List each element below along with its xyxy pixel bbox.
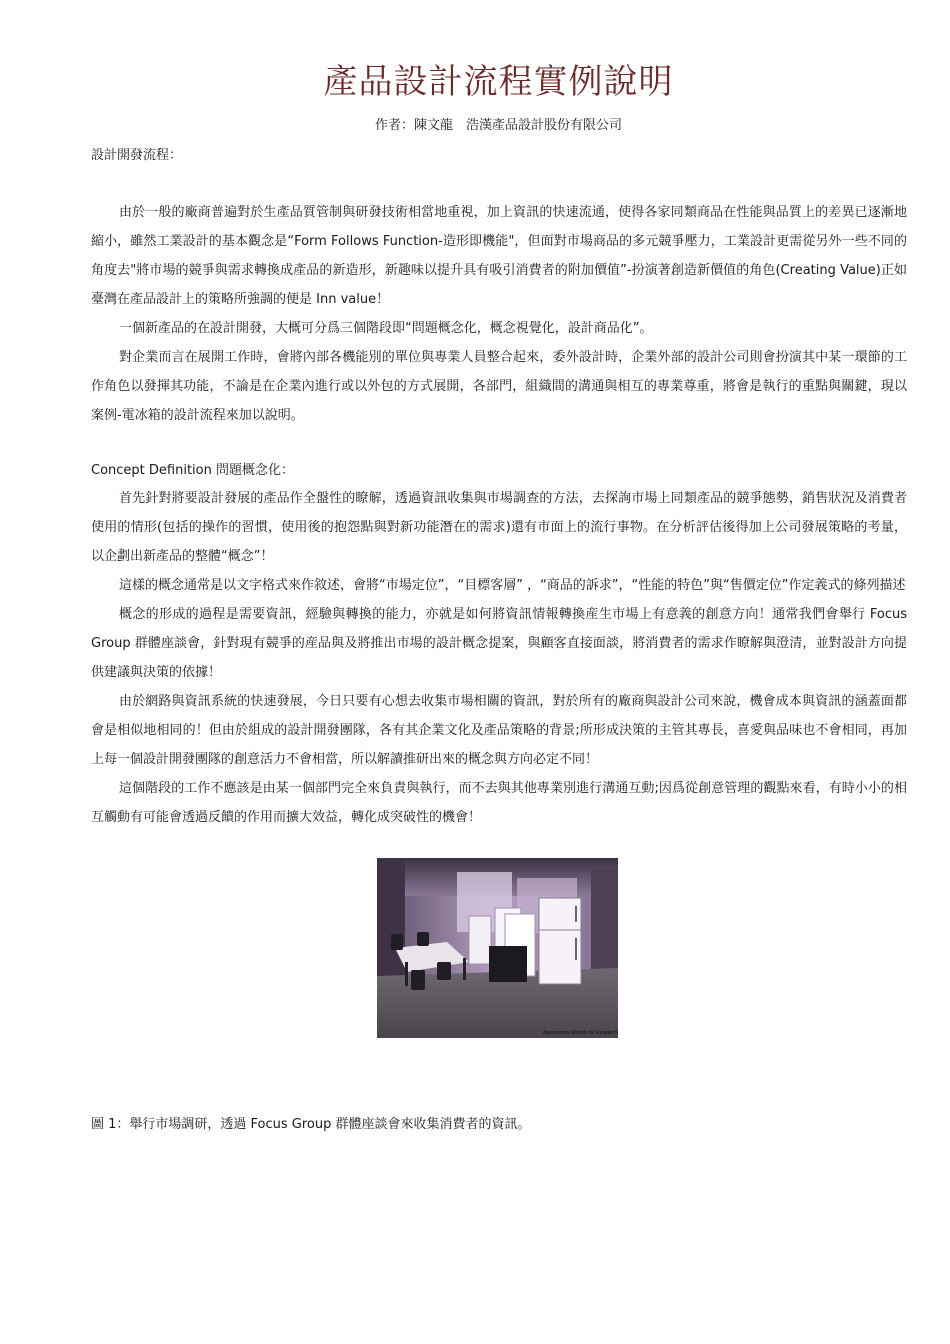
section-label-concept-definition: Concept Definition 問題概念化： [91,463,294,478]
paragraph: 一個新產品的在設計開發，大概可分爲三個階段即“問題概念化，概念視覺化，設計商品化”。 [119,321,653,336]
paragraph: 對企業而言在展開工作時，會將內部各機能別的單位與專業人員整合起來，委外設計時，企業外部的設計公司則會扮演其中某一環節的工作角色以發揮其功能，不論是在企業內進行或以外包的方式展開，各部門，組織間的溝通與相互的專業尊重，將會是執行的重點與關鍵，現以案例-電冰箱的設計流程來加以說明。 [91,350,907,423]
paragraph: 由於網路與資訊系統的快速發展，今日只要有心想去收集市場相關的資訊，對於所有的廠商與設計公司來說，機會成本與資訊的涵蓋面都會是相似地相同的！但由於組成的設計開發團隊，各有其企業文化及產品策略的背景;所形成決策的主管其專長，喜愛與品味也不會相同，再加上每一個設計開發團隊的創意活力不會相當，所以解讀推研出來的概念與方向必定不同！ [91,694,907,767]
intro-section [91,198,907,430]
paragraph: 首先針對將要設計發展的產品作全盤性的瞭解，透過資訊收集與市場調查的方法，去探詢市場上同類產品的競爭態勢，銷售狀況及消費者使用的情形(包括的操作的習慣，使用後的抱怨點與對新功能潛在的需求)還有市面上的流行事物。在分析評估後得加上公司發展策略的考量，以企劃出新產品的整體“概念”！ [91,491,907,564]
paragraph: 概念的形成的過程是需要資訊，經驗與轉換的能力，亦就是如何將資訊情報轉換産生市場上有意義的創意方向！通常我們會舉行 Focus Group 群體座談會，針對現有競爭的産品與及將推出市場的設計概念提案，與顧客直接面談，將消費者的需求作瞭解與澄清，並對設計方向提供建議與決策的依據！ [91,607,907,680]
paragraph: 這個階段的工作不應該是由某一個部門完全來負責與執行，而不去與其他專業別進行溝通互動;因爲從創意管理的觀點來看，有時小小的相互觸動有可能會透過反饋的作用而擴大效益，轉化成突破性的機會！ [91,781,907,825]
author-line: 作者：陳文龍 浩漢產品設計股份有限公司 [374,118,622,133]
concept-section [91,484,907,832]
paragraph: 由於一般的廠商普遍對於生產品質管制與研發技術相當地重視，加上資訊的快速流通，使得各家同類商品在性能與品質上的差異已逐漸地縮小，雖然工業設計的基本觀念是“Form Follows Function-造形即機能"，但面對市場商品的多元競爭壓力，工業設計更需從另外一些不同的角度去"將市場的競爭與需求轉換成產品的新造形，新趣味以提升具有吸引消費者的附加價值”-扮演著創造新價值的角色(Creating Value)正如臺灣在產品設計上的策略所強調的便是 Inn value！ [91,205,907,307]
paragraph: 這樣的概念通常是以文字格式來作敘述，會將“市場定位”，“目標客層” ，“商品的訴求”，“性能的特色”與“售價定位”作定義式的條列描述 [119,578,906,593]
document-title: 產品設計流程實例說明 [323,62,674,102]
photo-overlay-text: Appearance Models for Research [543,1030,618,1036]
section-label-design-process: 設計開發流程： [91,148,183,163]
focus-group-room-photo [377,858,618,1038]
figure-caption: 圖 1：舉行市場調研，透過 Focus Group 群體座談會來收集消費者的資訊。 [91,1117,531,1132]
